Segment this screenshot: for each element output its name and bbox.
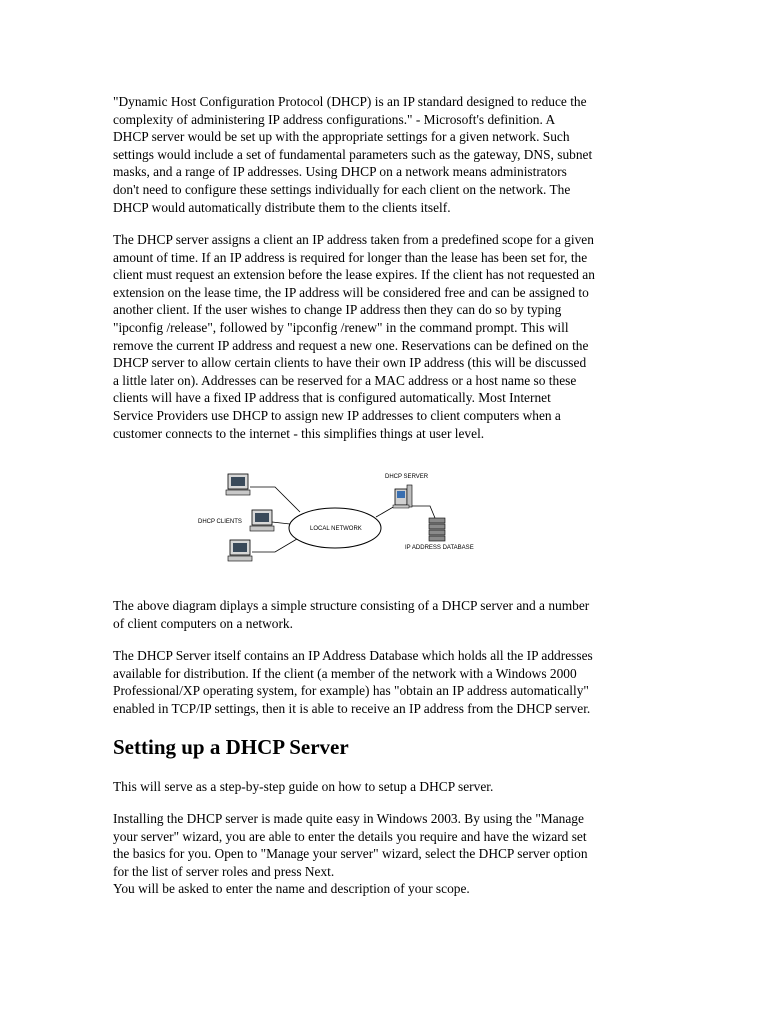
- link-client-3: [252, 536, 302, 552]
- text-line: remove the current IP address and request a new one. Reservations can be defined on the: [113, 337, 589, 353]
- dhcp-server-label: DHCP SERVER: [385, 474, 429, 480]
- link-client-1: [250, 487, 300, 512]
- text-line: don't need to configure these settings individually for each client on the network. The: [113, 181, 571, 197]
- dhcp-server-icon: [393, 485, 412, 508]
- text-line: DHCP server to allow certain clients to have their own IP address (this will be discussed: [113, 355, 587, 371]
- text-line: DHCP server would be set up with the appropriate settings for a given network. Such: [113, 129, 570, 145]
- text-line: enabled in TCP/IP settings, then it is able to receive an IP address from the DHCP server.: [113, 700, 591, 716]
- text-line: the basics for you. Open to "Manage your server" wizard, select the DHCP server option: [113, 846, 588, 862]
- dhcp-network-diagram: [190, 462, 490, 577]
- text-line: This will serve as a step-by-step guide on how to setup a DHCP server.: [113, 779, 494, 794]
- text-line: Installing the DHCP server is made quite easy in Windows 2003. By using the "Manage: [113, 811, 584, 826]
- client-computer-icon: [228, 540, 252, 561]
- text-line: amount of time. If an IP address is required for longer than the lease has been set for, the: [113, 249, 588, 265]
- database-icon: [429, 518, 445, 541]
- link-database: [409, 506, 435, 518]
- text-line: Service Providers use DHCP to assign new IP addresses to client computers when a: [113, 407, 561, 423]
- text-line: The DHCP server assigns a client an IP address taken from a predefined scope for a given: [113, 232, 594, 247]
- client-computer-icon: [226, 474, 250, 495]
- paragraph-diagram-caption: [113, 597, 673, 632]
- local-network-label: LOCAL NETWORK: [310, 526, 362, 532]
- paragraph-installation-steps: [113, 810, 673, 898]
- text-line: your server" wizard, you are able to enter the details you require and have the wizard set: [113, 828, 587, 844]
- ip-database-label: IP ADDRESS DATABASE: [405, 545, 474, 551]
- text-line: The DHCP Server itself contains an IP Address Database which holds all the IP addresses: [113, 648, 593, 663]
- paragraph-guide-intro: [113, 778, 673, 796]
- text-line: client must request an extension before the lease expires. If the client has not requested an: [113, 267, 595, 283]
- link-client-2: [272, 522, 290, 524]
- client-computer-icon: [250, 510, 274, 531]
- text-line: a little later on). Addresses can be reserved for a MAC address or a host name so these: [113, 372, 577, 388]
- text-line: "Dynamic Host Configuration Protocol (DHCP) is an IP standard designed to reduce the: [113, 94, 587, 109]
- text-line: masks, and a range of IP addresses. Using DHCP on a network means administrators: [113, 164, 567, 180]
- dhcp-clients-label: DHCP CLIENTS: [198, 519, 242, 525]
- text-line: another client. If the user wishes to change IP address then they can do so by typing: [113, 302, 562, 318]
- paragraph-lease-explanation: [113, 231, 673, 442]
- text-line: The above diagram diplays a simple structure consisting of a DHCP server and a number: [113, 598, 590, 613]
- text-line: available for distribution. If the client (a member of the network with a Windows 2000: [113, 665, 577, 681]
- text-line: for the list of server roles and press Next.: [113, 863, 335, 879]
- paragraph-ip-database: [113, 647, 673, 717]
- text-line: of client computers on a network.: [113, 615, 293, 631]
- paragraph-dhcp-definition: [113, 93, 673, 216]
- text-line: settings would include a set of fundamental parameters such as the gateway, DNS, subnet: [113, 146, 593, 162]
- text-line: DHCP would automatically distribute them to the clients itself.: [113, 199, 451, 215]
- text-line: complexity of administering IP address configurations." - Microsoft's definition. A: [113, 111, 556, 127]
- text-line: customer connects to the internet - this simplifies things at user level.: [113, 425, 485, 441]
- text-line: You will be asked to enter the name and description of your scope.: [113, 881, 470, 897]
- text-line: extension on the lease time, the IP address will be considered free and can be assigned to: [113, 284, 589, 300]
- text-line: "ipconfig /release", followed by "ipconfig /renew" in the command prompt. This will: [113, 319, 569, 335]
- section-heading: Setting up a DHCP Server: [113, 735, 349, 759]
- text-line: clients will have a fixed IP address that is configured automatically. Most Internet: [113, 390, 551, 406]
- text-line: Professional/XP operating system, for example) has "obtain an IP address automatically": [113, 683, 589, 699]
